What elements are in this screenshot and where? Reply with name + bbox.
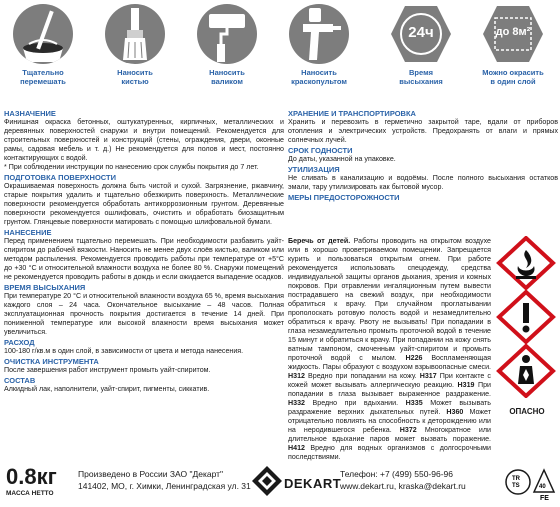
right-column xyxy=(288,108,558,202)
spray-gun-icon xyxy=(289,4,349,64)
hazard-list xyxy=(288,354,491,461)
shelf-life-heading: СРОК ГОДНОСТИ xyxy=(288,146,353,155)
precautions-body xyxy=(288,237,491,462)
certification-marks xyxy=(504,466,558,502)
usage-brush xyxy=(100,4,170,86)
brand-name: DEKART xyxy=(284,476,342,491)
hazard-text: Вредно для водных организмов с долгосрочными последствиями. xyxy=(288,444,491,461)
danger-signal-word: ОПАСНО xyxy=(509,407,545,416)
storage-heading: ХРАНЕНИЕ И ТРАНСПОРТИРОВКА xyxy=(288,109,416,118)
drying-text: При температуре 20 °С и относительной влажности воздуха 65 %, время высыхания каждого слоя – 24 часа. Окончательное высыхание – 48 часов. Полная эксплуатационная прочность покрытия достигается в течение 14 дней. При пониженной температуре или высокой влажности время высыхания может увеличиться. xyxy=(4,292,284,336)
stir-icon xyxy=(13,4,73,64)
hazard-code: H312 xyxy=(288,372,309,380)
producer-info xyxy=(78,468,251,492)
hazard-code: H319 xyxy=(454,381,478,389)
usage-stir xyxy=(8,4,78,86)
precautions-heading: МЕРЫ ПРЕДОСТОРОЖНОСТИ xyxy=(288,193,400,202)
brush-icon xyxy=(105,4,165,64)
usage-stir-caption: Тщательно перемешать xyxy=(20,68,66,86)
usage-roller-caption: Наносить валиком xyxy=(209,68,245,86)
coverage-value: до 8м² xyxy=(495,26,531,38)
net-mass: 0.8кг xyxy=(6,464,57,489)
hazard-text: Воспламеняющая жидкость. Пары образуют с воздухом взрывоопасные смеси. xyxy=(288,354,491,371)
made-in: Произведено в России ЗАО "Декарт" xyxy=(78,469,224,479)
hazard-text: При контакте с кожей может вызывать аллергическую реакцию. xyxy=(288,372,491,389)
usage-coverage xyxy=(478,4,548,86)
purpose-heading: НАЗНАЧЕНИЕ xyxy=(4,109,56,118)
usage-spray-caption: Наносить краскопультом xyxy=(291,68,347,86)
usage-drying-time xyxy=(386,4,456,86)
hazard-code: H372 xyxy=(391,426,425,434)
area-icon xyxy=(481,4,545,64)
mark-ts: TS xyxy=(512,483,520,489)
left-column xyxy=(4,108,284,394)
clock-icon xyxy=(389,4,453,64)
producer-address: 141402, МО, г. Химки, Ленинградская ул. 31 xyxy=(78,481,251,491)
hazard-text: Вредно при вдыхании. xyxy=(312,399,399,407)
purpose-text: Финишная окраска бетонных, оштукатуренных, кирпичных, металлических и деревянных поверхностей снаружи и внутри помещений. Рекомендуется для строительных поверхностей и конструкций (стены, ограждения, двери, оконные рамы, садовая мебель и т. д.) Не рекомендуется для полов и мест, постоянно контактирующих с водой. xyxy=(4,118,284,162)
usage-spray xyxy=(284,4,354,86)
phone: Телефон: +7 (499) 550-96-96 xyxy=(340,469,453,479)
consumption-heading: РАСХОД xyxy=(4,338,35,347)
disposal-text: Не сливать в канализацию и водоёмы. После полного высыхания остатков эмали, тару утилизировать как бытовой мусор. xyxy=(288,174,558,191)
contact-info xyxy=(340,468,466,492)
cleaning-heading: ОЧИСТКА ИНСТРУМЕНТА xyxy=(4,357,99,366)
hazard-code: H226 xyxy=(405,354,432,362)
usage-drying-caption: Время высыхания xyxy=(399,68,443,86)
hazard-code: H412 xyxy=(288,444,311,452)
net-mass-label: МАССА НЕТТО xyxy=(6,490,54,497)
web-email: www.dekart.ru, kraska@dekart.ru xyxy=(340,481,466,491)
surface-prep-text: Окрашиваемая поверхность должна быть чистой и сухой. Загрязнение, ржавчину, старые покрытия удалить и тщательно обезжирить поверхность. Металлические поверхности рекомендуется обработать антикоррозионным грунтом. Деревянные поверхности рекомендуется ошлифовать, очистить и обработать биозащитным грунтом. Глянцевые поверхности матировать с помощью шлифовальной бумаги. xyxy=(4,182,284,226)
surface-prep-heading: ПОДГОТОВКА ПОВЕРХНОСТИ xyxy=(4,173,116,182)
mark-fe: FE xyxy=(540,495,549,502)
hazard-text: Вредно при попадании на кожу. xyxy=(308,372,417,380)
mark-tr: TR xyxy=(512,476,520,482)
drying-time-value: 24ч xyxy=(408,24,434,41)
hazard-code: H360 xyxy=(440,408,470,416)
hazard-text: При попадании в глаза вызывает выраженное раздражение. xyxy=(288,381,491,398)
usage-icons-row xyxy=(0,0,560,104)
hazard-text: Может вызывать раздражение верхних дыхательных путей. xyxy=(288,399,492,416)
hazard-code: H317 xyxy=(416,372,440,380)
usage-coverage-caption: Можно окрасить в один слой xyxy=(482,68,544,86)
consumption-text: 100-180 г/кв.м в один слой, в зависимости от цвета и метода нанесения. xyxy=(4,347,244,355)
hazard-text: Может отрицательно повлиять на способность к деторождению или на неродившегося ребенка. xyxy=(288,408,492,434)
drying-heading: ВРЕМЯ ВЫСЫХАНИЯ xyxy=(4,283,86,292)
flammable-icon xyxy=(496,236,556,290)
hazard-code: H335 xyxy=(398,399,431,407)
mark-40: 40 xyxy=(539,484,546,490)
footer xyxy=(0,462,560,504)
keep-from-children: Беречь от детей. xyxy=(288,237,351,245)
health-hazard-icon xyxy=(496,344,556,398)
composition-heading: СОСТАВ xyxy=(4,376,36,385)
roller-icon xyxy=(197,4,257,64)
exclamation-icon xyxy=(496,290,556,344)
application-text: Перед применением тщательно перемешать. При необходимости разбавить уайт-спиритом до рабочей вязкости. Наносить не менее двух слоёв кистью, валиком или методом распыления. Рекомендуется проводить работы при температуре от +5°С до +30 °С и относительной влажности воздуха не более 80 %. Снаружи помещений не рекомендуется проводить работы в дождь и если ожидается выпадение осадков. xyxy=(4,237,284,281)
precautions-text: Работы проводить на открытом воздухе или в хорошо проветриваемом помещении. Запрещается курить и пользоваться открытым огнем. При работе рекомендуется использовать спецодежду, средства индивидуальной защиты органов дыхания, зрения и кожных покровов. При отравлении ингаляционным путем вывести пострадавшего на свежий воздух, при необходимости обратиться к врачу. При случайном проглатывании прополоскать ротовую полость водой и незамедлительно обратиться к врачу. Рвоту не вызывать! При попадании в глаза незамедлительно промыть проточной водой в течение 15 минут и обратиться к врачу. При попадании на кожу снять ватным тампоном, смоченным уайт-спиритом и промыть проточной водой с мылом. xyxy=(288,237,491,362)
application-heading: НАНЕСЕНИЕ xyxy=(4,228,52,237)
cleaning-text: После завершения работ инструмент промыть уайт-спиритом. xyxy=(4,366,211,374)
storage-text: Хранить и перевозить в герметично закрытой таре, вдали от приборов отопления и электрических устройств. Предохранять от влаги и прямых солнечных лучей. xyxy=(288,118,558,144)
usage-roller xyxy=(192,4,262,86)
hazard-code: H332 xyxy=(288,399,313,407)
composition-text: Алкидный лак, наполнители, уайт-спирит, пигменты, сиккатив. xyxy=(4,385,210,393)
service-life-note: * При соблюдении инструкции по нанесению срок службы покрытия до 7 лет. xyxy=(4,163,259,171)
hazard-text: Многократное или длительное вдыхание паров может вызвать поражение. xyxy=(288,426,491,443)
shelf-life-text: До даты, указанной на упаковке. xyxy=(288,155,396,163)
disposal-heading: УТИЛИЗАЦИЯ xyxy=(288,165,340,174)
usage-brush-caption: Наносить кистью xyxy=(117,68,153,86)
